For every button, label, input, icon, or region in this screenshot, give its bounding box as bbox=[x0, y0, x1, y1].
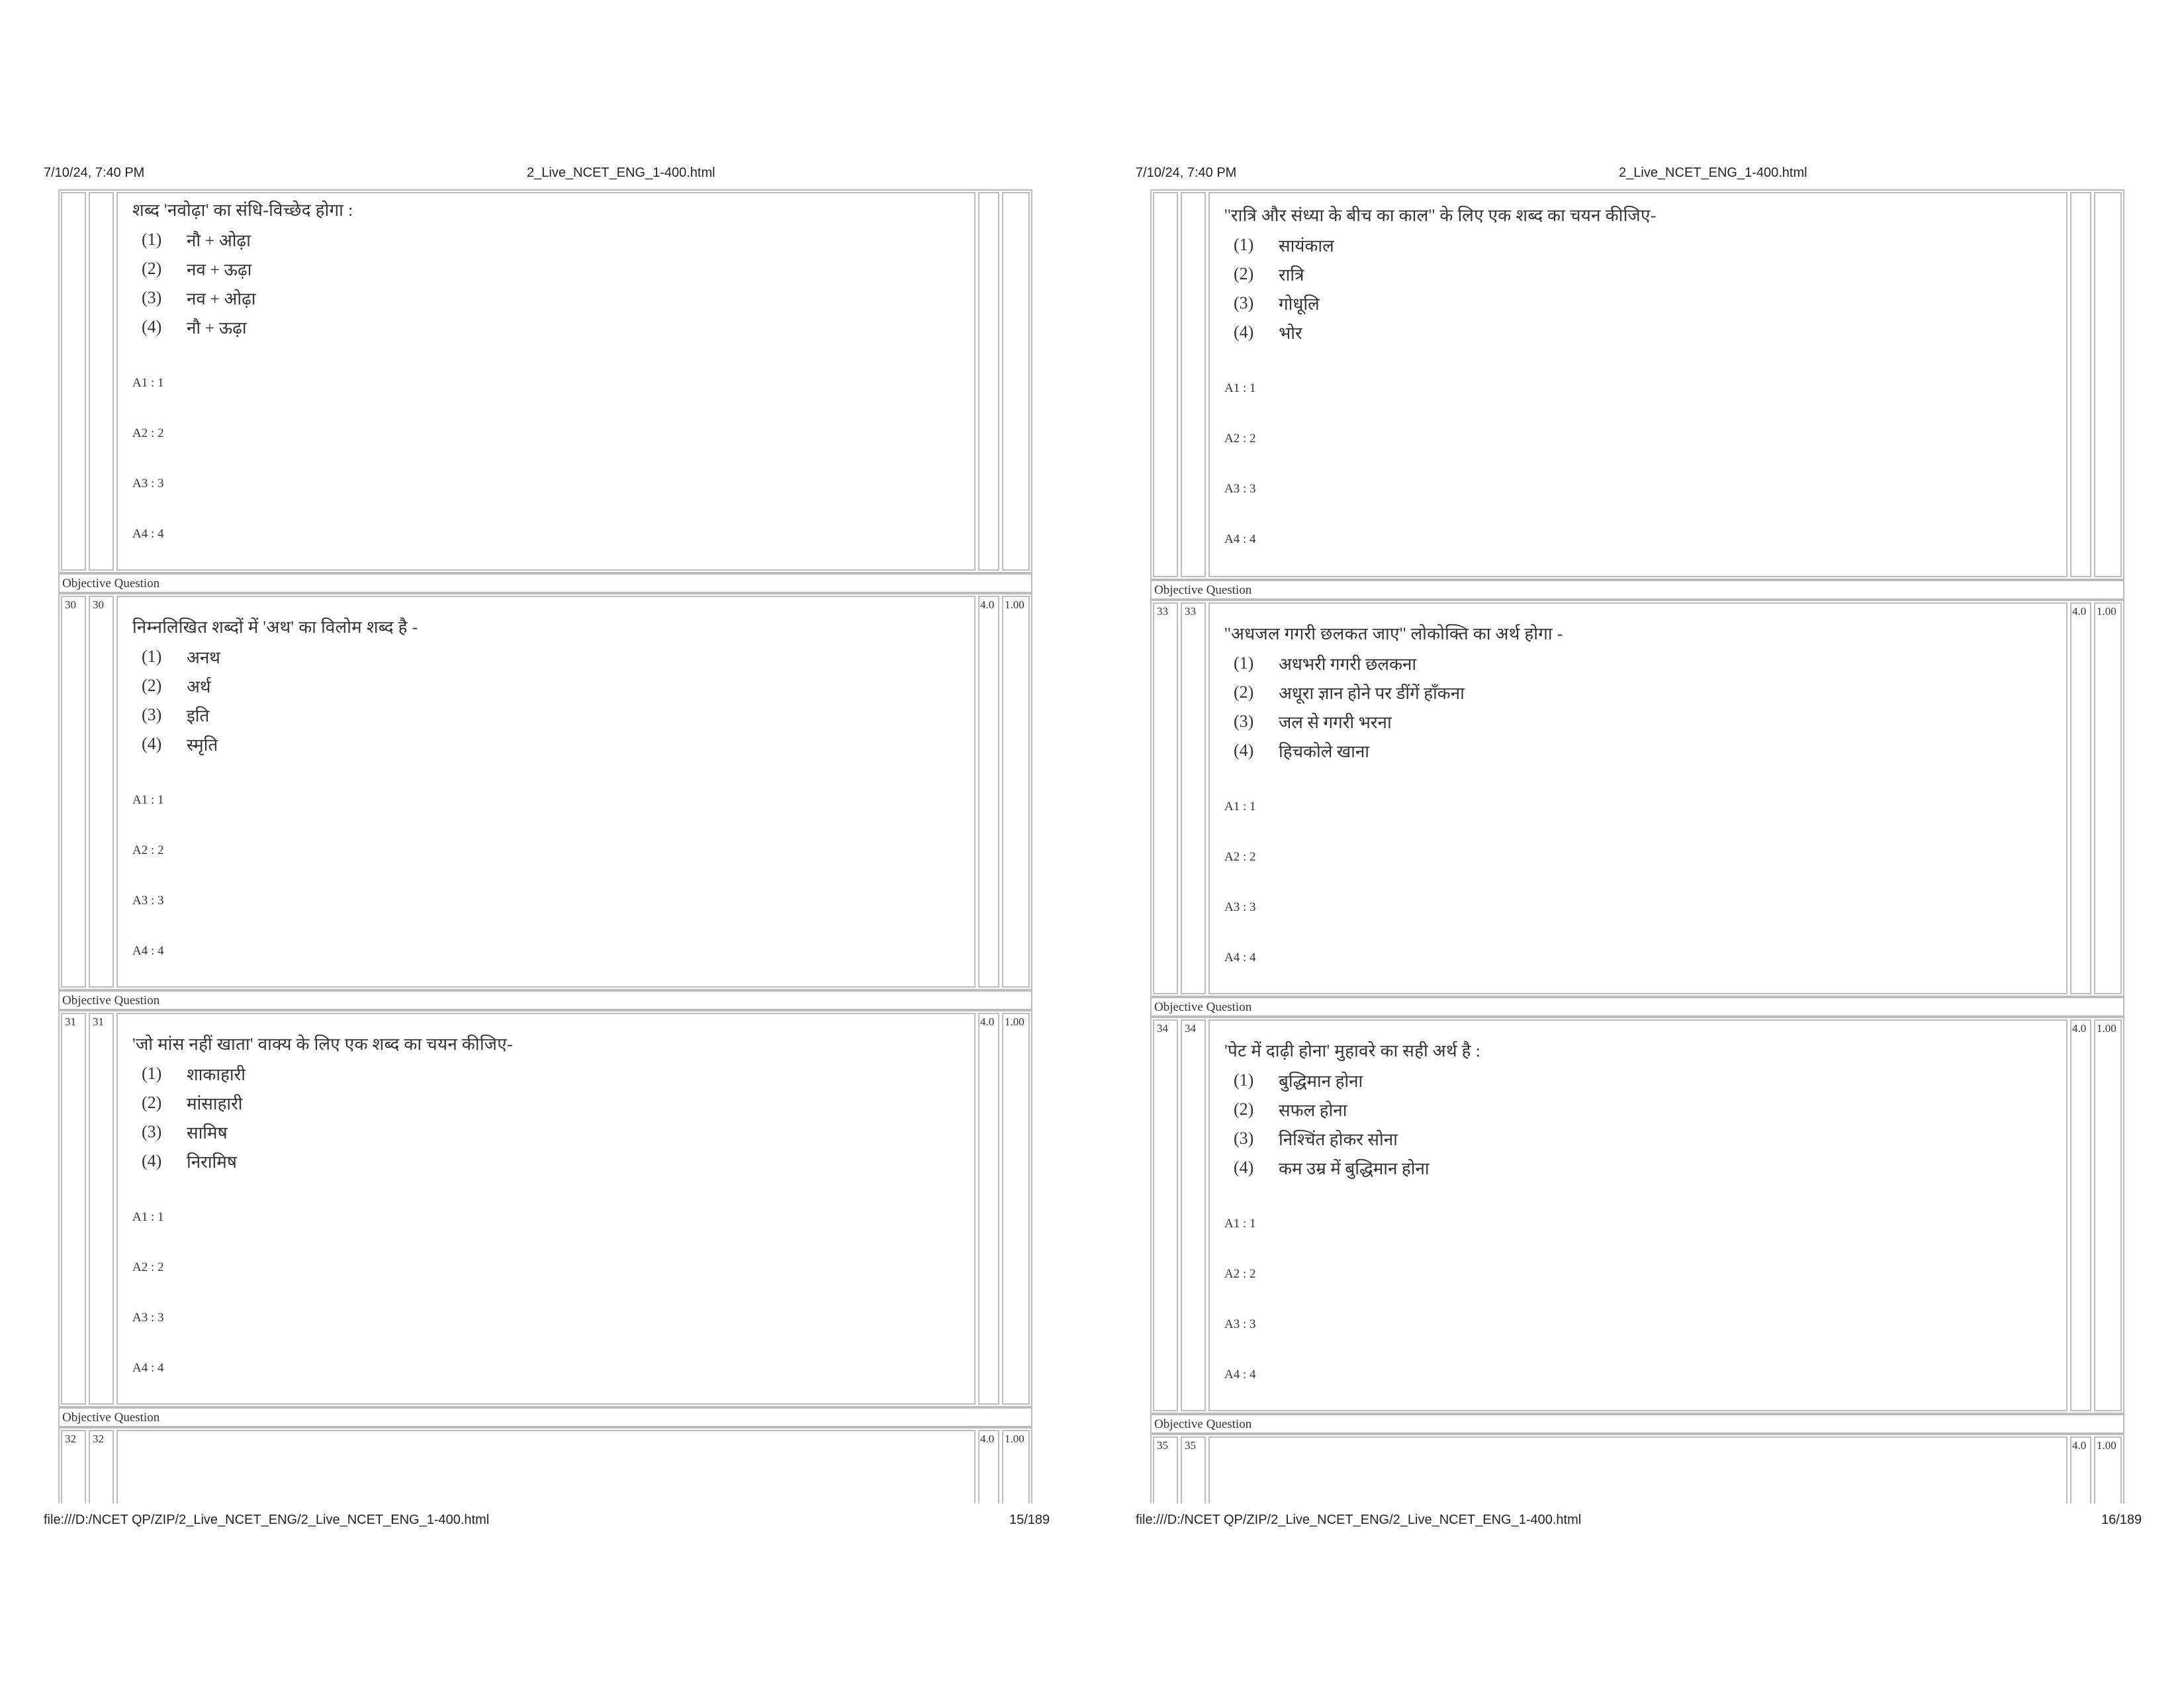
answer-key-list bbox=[132, 376, 960, 577]
option-2: (2) नव + ऊढ़ा bbox=[142, 259, 252, 279]
option-1: (1) सायंकाल bbox=[1234, 235, 1334, 256]
question-block bbox=[58, 1010, 1032, 1407]
option-3: (3) सामिष bbox=[142, 1122, 228, 1143]
question-stem: 'जो मांस नहीं खाता' वाक्य के लिए एक शब्द का चयन कीजिए- bbox=[132, 1035, 513, 1054]
option-1: (1) अधभरी गगरी छलकना bbox=[1234, 653, 1417, 674]
question-body bbox=[116, 596, 976, 988]
question-table bbox=[1150, 189, 2124, 1503]
answer-key: A2 : 2 bbox=[132, 1260, 164, 1274]
option-4: (4) निरामिष bbox=[142, 1151, 237, 1172]
answer-key: A1 : 1 bbox=[1224, 1217, 1256, 1231]
section-label: Objective Question bbox=[58, 573, 1032, 593]
marks-value: 4.0 bbox=[2070, 602, 2091, 994]
print-footer-path: file:///D:/NCET QP/ZIP/2_Live_NCET_ENG/2_Live_NCET_ENG_1-400.html bbox=[44, 1513, 490, 1527]
question-table bbox=[58, 189, 1032, 1503]
question-stem: शब्द 'नवोढ़ा' का संधि-विच्छेद होगा : bbox=[132, 201, 353, 220]
question-number: 32 bbox=[89, 1430, 114, 1503]
answer-key: A4 : 4 bbox=[132, 527, 164, 541]
question-body bbox=[116, 192, 976, 571]
option-1: (1) अनथ bbox=[142, 647, 220, 667]
option-2: (2) अर्थ bbox=[142, 676, 211, 696]
question-body bbox=[1208, 602, 2068, 994]
serial-number: 31 bbox=[61, 1013, 86, 1405]
answer-key-list bbox=[1224, 1217, 2052, 1418]
option-3: (3) नव + ओढ़ा bbox=[142, 288, 256, 308]
answer-key: A3 : 3 bbox=[132, 477, 164, 491]
question-number: 35 bbox=[1181, 1436, 1206, 1503]
answer-key-list bbox=[1224, 800, 2052, 1001]
marks-value: 4.0 bbox=[2070, 1436, 2091, 1503]
option-1: (1) बुद्धिमान होना bbox=[1234, 1070, 1363, 1091]
print-header-filename: 2_Live_NCET_ENG_1-400.html bbox=[1619, 165, 1807, 180]
answer-key: A2 : 2 bbox=[132, 426, 164, 440]
answer-key: A3 : 3 bbox=[1224, 900, 1256, 914]
question-body bbox=[116, 1430, 976, 1503]
marks-value: 4.0 bbox=[978, 1013, 999, 1405]
answer-key: A1 : 1 bbox=[132, 1210, 164, 1224]
question-stem: ''रात्रि और संध्या के बीच का काल'' के लिए एक शब्द का चयन कीजिए- bbox=[1224, 206, 1657, 225]
section-label: Objective Question bbox=[1150, 580, 2124, 600]
question-body bbox=[1208, 1019, 2068, 1411]
question-number: 34 bbox=[1181, 1019, 1206, 1411]
question-stem: निम्नलिखित शब्दों में 'अथ' का विलोम शब्द है - bbox=[132, 618, 418, 637]
question-block bbox=[1150, 1017, 2124, 1414]
negative-marks-value: 1.00 bbox=[2094, 1436, 2122, 1503]
question-block bbox=[1150, 600, 2124, 997]
answer-key: A3 : 3 bbox=[1224, 482, 1256, 496]
section-label: Objective Question bbox=[1150, 997, 2124, 1017]
option-2: (2) मांसाहारी bbox=[142, 1093, 243, 1113]
answer-key: A2 : 2 bbox=[1224, 850, 1256, 864]
option-1: (1) शाकाहारी bbox=[142, 1064, 246, 1084]
answer-key: A3 : 3 bbox=[132, 1311, 164, 1325]
option-3: (3) गोधूलि bbox=[1234, 293, 1320, 314]
option-2: (2) अधूरा ज्ञान होने पर डींगें हाँकना bbox=[1234, 682, 1465, 703]
answer-key: A3 : 3 bbox=[1224, 1317, 1256, 1331]
print-footer-page-number: 15/189 bbox=[1009, 1513, 1050, 1527]
option-3: (3) निश्चिंत होकर सोना bbox=[1234, 1129, 1398, 1149]
answer-key: A4 : 4 bbox=[1224, 1368, 1256, 1382]
answer-key: A1 : 1 bbox=[132, 793, 164, 807]
question-block-continued bbox=[1150, 189, 2124, 580]
question-block bbox=[58, 1427, 1032, 1503]
question-block-continued bbox=[58, 189, 1032, 573]
serial-number: 33 bbox=[1153, 602, 1178, 994]
answer-key-list bbox=[1224, 381, 2052, 583]
negative-marks-value: 1.00 bbox=[1002, 1013, 1030, 1405]
answer-key: A4 : 4 bbox=[1224, 532, 1256, 546]
question-block bbox=[1150, 1434, 2124, 1503]
question-number: 31 bbox=[89, 1013, 114, 1405]
option-2: (2) सफल होना bbox=[1234, 1100, 1347, 1120]
print-header-filename: 2_Live_NCET_ENG_1-400.html bbox=[527, 165, 715, 180]
question-body bbox=[1208, 192, 2068, 577]
section-label: Objective Question bbox=[58, 1407, 1032, 1427]
serial-number: 30 bbox=[61, 596, 86, 988]
option-1: (1) नौ + ओढ़ा bbox=[142, 230, 251, 250]
marks-value: 4.0 bbox=[978, 1430, 999, 1503]
option-2: (2) रात्रि bbox=[1234, 264, 1304, 285]
pdf-page-16 bbox=[1092, 0, 2184, 1688]
question-stem: 'पेट में दाढ़ी होना' मुहावरे का सही अर्थ है : bbox=[1224, 1041, 1481, 1060]
section-label: Objective Question bbox=[1150, 1414, 2124, 1434]
negative-marks-value: 1.00 bbox=[1002, 1430, 1030, 1503]
option-4: (4) नौ + ऊढ़ा bbox=[142, 317, 247, 338]
option-4: (4) स्मृति bbox=[142, 734, 218, 755]
answer-key: A4 : 4 bbox=[132, 1361, 164, 1375]
option-4: (4) भोर bbox=[1234, 322, 1302, 343]
serial-number: 32 bbox=[61, 1430, 86, 1503]
serial-number: 34 bbox=[1153, 1019, 1178, 1411]
answer-key: A2 : 2 bbox=[132, 843, 164, 857]
answer-key: A1 : 1 bbox=[132, 376, 164, 390]
marks-value: 4.0 bbox=[978, 596, 999, 988]
option-4: (4) कम उम्र में बुद्धिमान होना bbox=[1234, 1158, 1430, 1178]
answer-key: A1 : 1 bbox=[1224, 800, 1256, 814]
negative-marks-value: 1.00 bbox=[2094, 602, 2122, 994]
question-number: 30 bbox=[89, 596, 114, 988]
question-stem: ''अधजल गगरी छलकत जाए'' लोकोक्ति का अर्थ होगा - bbox=[1224, 624, 1563, 643]
answer-key-list bbox=[132, 793, 960, 994]
question-body bbox=[116, 1013, 976, 1405]
answer-key: A4 : 4 bbox=[132, 944, 164, 958]
answer-key: A3 : 3 bbox=[132, 894, 164, 908]
answer-key-list bbox=[132, 1210, 960, 1411]
negative-marks-value: 1.00 bbox=[1002, 596, 1030, 988]
answer-key: A1 : 1 bbox=[1224, 381, 1256, 395]
option-4: (4) हिचकोले खाना bbox=[1234, 741, 1370, 761]
option-3: (3) जल से गगरी भरना bbox=[1234, 712, 1392, 732]
print-footer-page-number: 16/189 bbox=[2101, 1513, 2142, 1527]
negative-marks-value: 1.00 bbox=[2094, 1019, 2122, 1411]
option-3: (3) इति bbox=[142, 705, 210, 726]
section-label: Objective Question bbox=[58, 990, 1032, 1010]
question-block bbox=[58, 593, 1032, 990]
print-header-date: 7/10/24, 7:40 PM bbox=[1136, 165, 1237, 180]
question-number: 33 bbox=[1181, 602, 1206, 994]
question-body bbox=[1208, 1436, 2068, 1503]
answer-key: A4 : 4 bbox=[1224, 951, 1256, 964]
marks-value: 4.0 bbox=[2070, 1019, 2091, 1411]
print-header-date: 7/10/24, 7:40 PM bbox=[44, 165, 145, 180]
answer-key: A2 : 2 bbox=[1224, 432, 1256, 445]
answer-key: A2 : 2 bbox=[1224, 1267, 1256, 1281]
print-footer-path: file:///D:/NCET QP/ZIP/2_Live_NCET_ENG/2_Live_NCET_ENG_1-400.html bbox=[1136, 1513, 1582, 1527]
serial-number: 35 bbox=[1153, 1436, 1178, 1503]
